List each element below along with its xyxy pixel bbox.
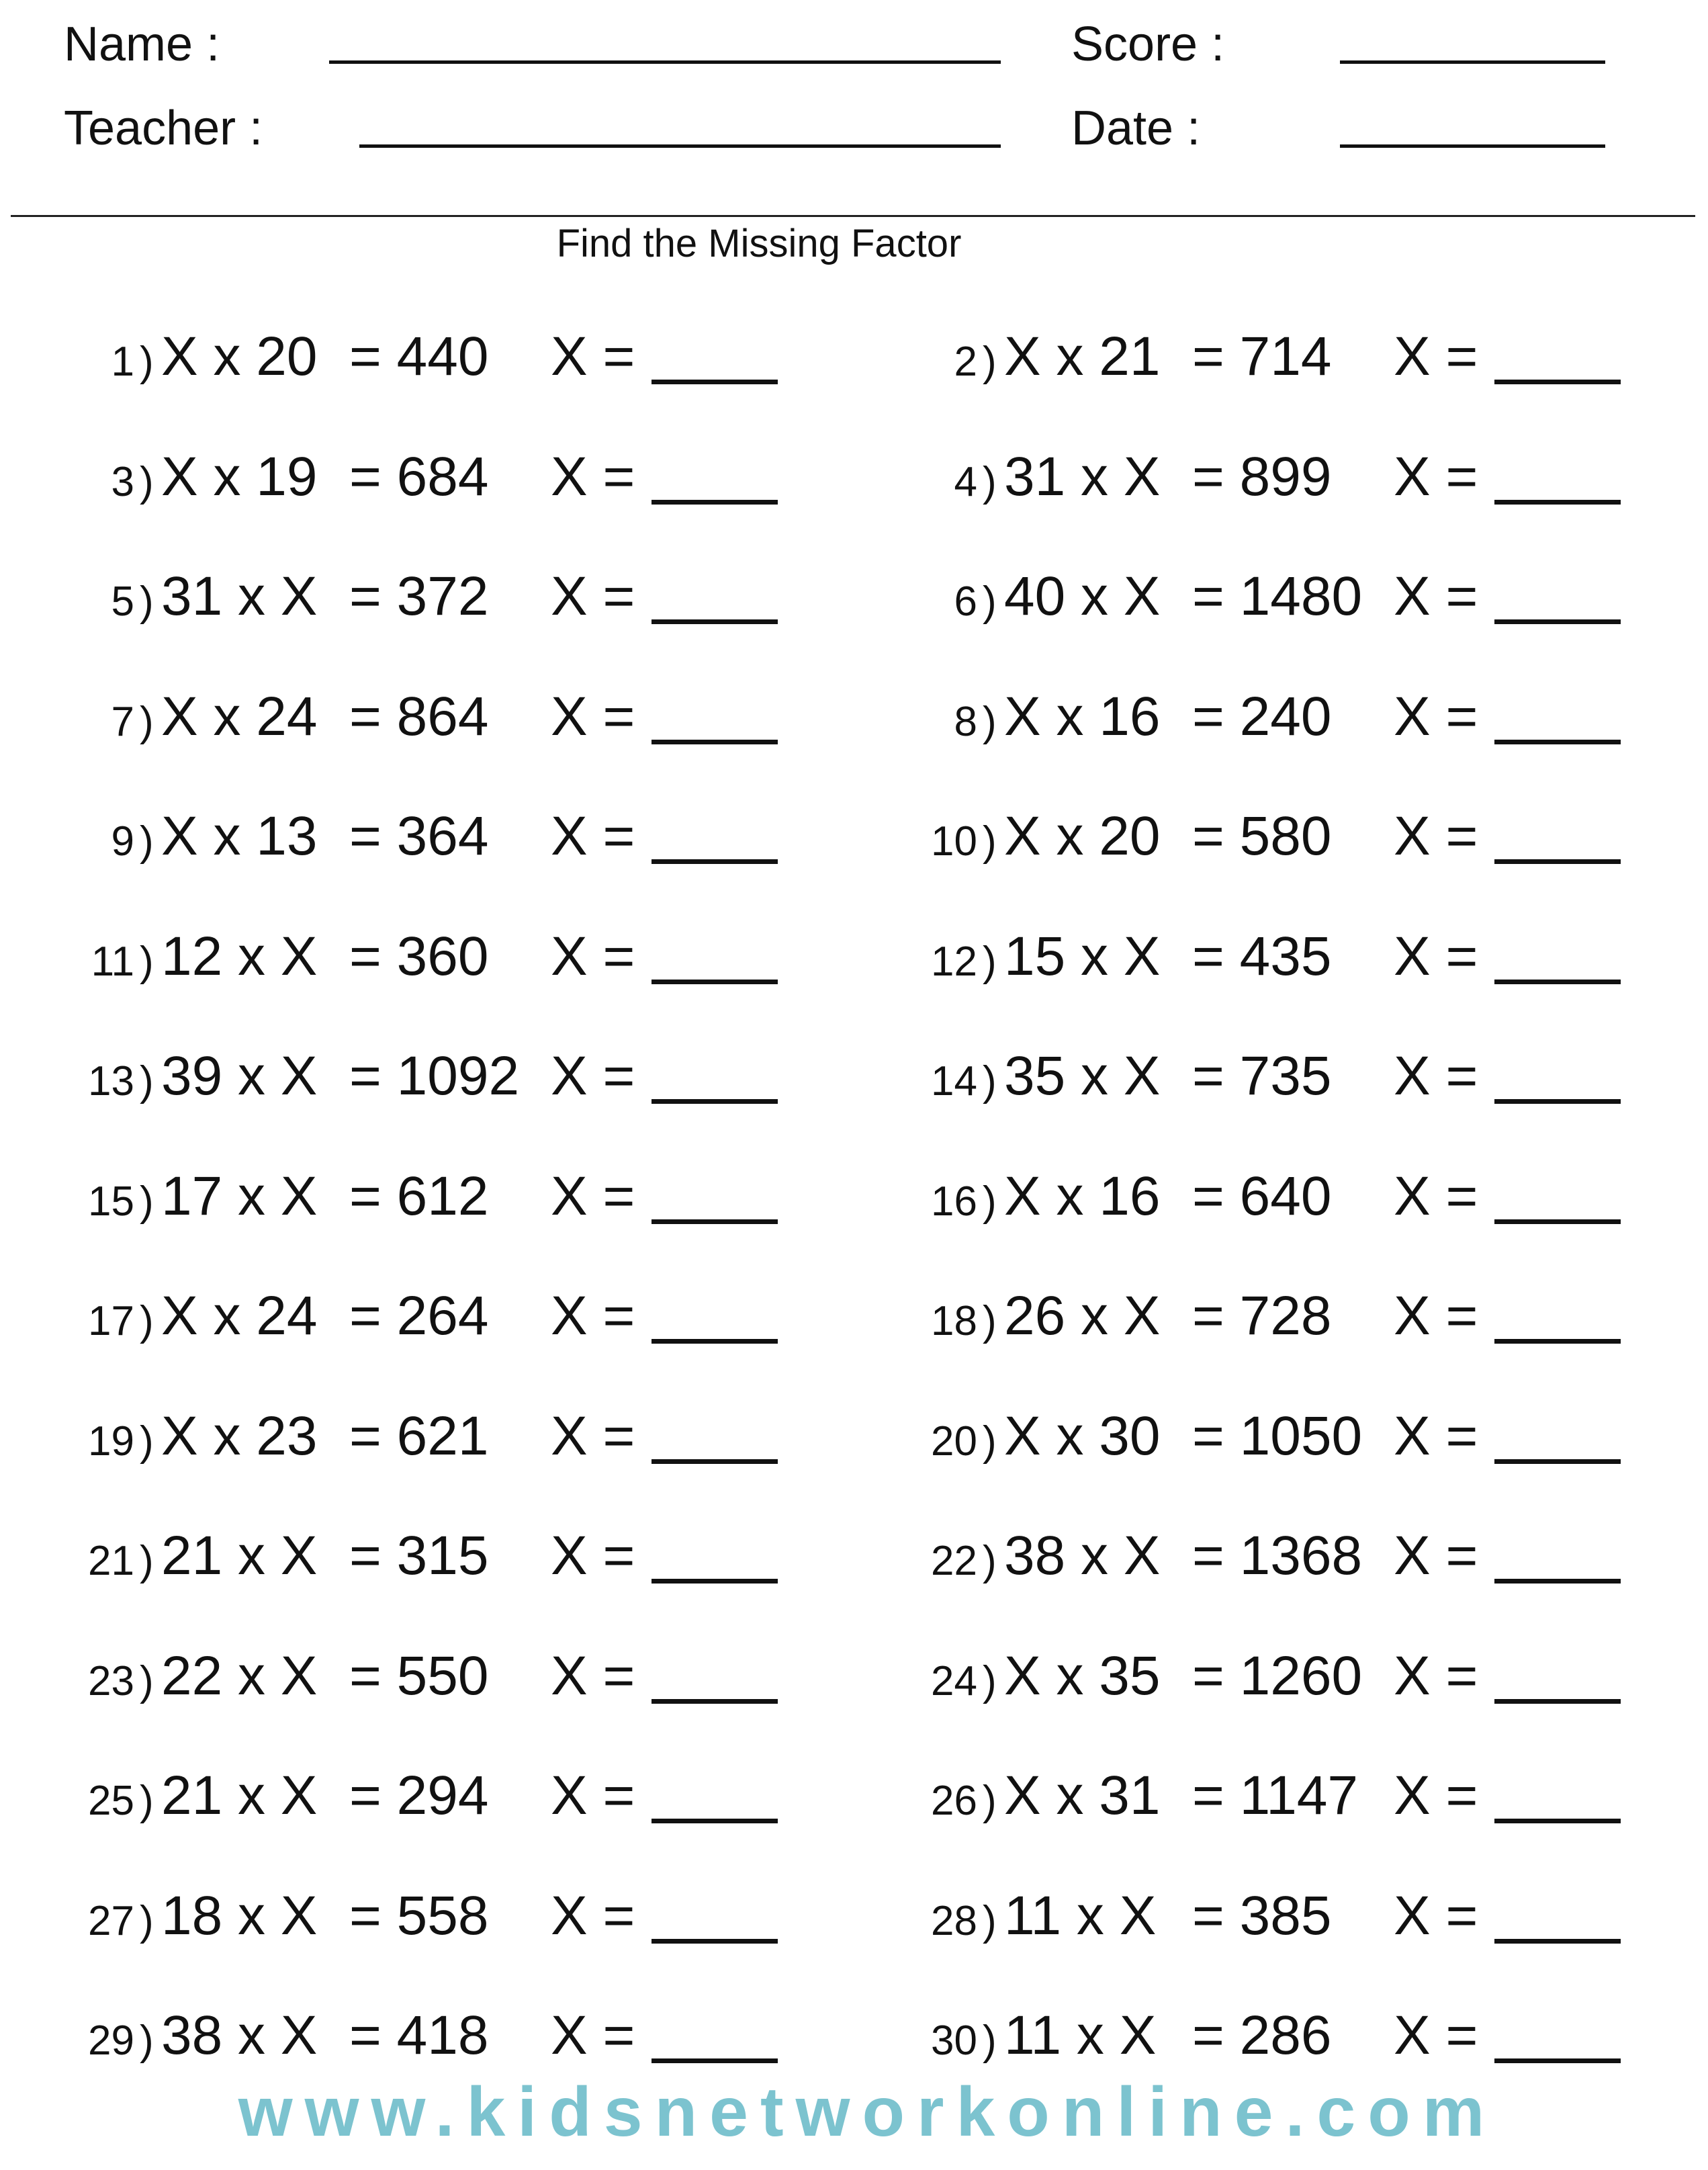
- problem-expression: 31 x X: [1004, 446, 1161, 507]
- problem-number-paren: ): [983, 1538, 997, 1584]
- answer-blank[interactable]: [651, 500, 778, 505]
- problem-number: 22: [931, 1538, 977, 1584]
- answer-label: X =: [1394, 1405, 1478, 1467]
- problem-product: = 612: [349, 1166, 489, 1227]
- problem-number: 9: [111, 818, 134, 865]
- worksheet-title: Find the Missing Factor: [556, 222, 962, 265]
- answer-label: X =: [551, 1166, 635, 1227]
- answer-blank[interactable]: [651, 1579, 778, 1583]
- problem-number-paren: ): [140, 1178, 154, 1225]
- problem-item: [843, 1875, 1676, 1949]
- problem-item: [0, 676, 833, 750]
- answer-blank[interactable]: [651, 619, 778, 624]
- problem-number: 7: [111, 699, 134, 745]
- answer-label: X =: [551, 806, 635, 867]
- problem-number: 2: [954, 339, 977, 385]
- answer-blank[interactable]: [651, 1339, 778, 1344]
- problem-item: [0, 1755, 833, 1829]
- problem-item: [0, 1156, 833, 1229]
- problem-item: [843, 436, 1676, 510]
- problem-item: [0, 795, 833, 869]
- problem-number: 27: [88, 1898, 134, 1944]
- problem-number: 25: [88, 1778, 134, 1824]
- score-field[interactable]: [1340, 60, 1605, 64]
- answer-blank[interactable]: [1494, 1579, 1621, 1583]
- problem-product: = 435: [1192, 926, 1332, 987]
- problem-number-paren: ): [983, 1898, 997, 1944]
- problem-item: [843, 916, 1676, 990]
- problem-product: = 580: [1192, 806, 1332, 867]
- problem-product: = 315: [349, 1525, 489, 1586]
- problem-product: = 735: [1192, 1045, 1332, 1106]
- answer-blank[interactable]: [1494, 2058, 1621, 2063]
- answer-label: X =: [551, 686, 635, 747]
- problem-number-paren: ): [140, 1898, 154, 1944]
- answer-blank[interactable]: [651, 980, 778, 984]
- problem-expression: 15 x X: [1004, 926, 1161, 987]
- problem-expression: 22 x X: [161, 1645, 318, 1706]
- problem-product: = 1260: [1192, 1645, 1363, 1706]
- answer-label: X =: [551, 1645, 635, 1706]
- problem-number: 24: [931, 1658, 977, 1704]
- problem-item: [843, 1635, 1676, 1709]
- answer-label: X =: [551, 446, 635, 507]
- problem-number: 29: [88, 2017, 134, 2064]
- problem-item: [843, 1755, 1676, 1829]
- answer-label: X =: [551, 1525, 635, 1586]
- problem-number: 15: [88, 1178, 134, 1225]
- problem-number-paren: ): [140, 1058, 154, 1104]
- answer-label: X =: [1394, 2005, 1478, 2066]
- problem-expression: 31 x X: [161, 566, 318, 627]
- problem-expression: X x 24: [161, 1285, 318, 1346]
- problem-number-paren: ): [140, 818, 154, 865]
- problem-expression: 18 x X: [161, 1885, 318, 1946]
- problem-number: 10: [931, 818, 977, 865]
- answer-label: X =: [1394, 566, 1478, 627]
- problem-number: 17: [88, 1298, 134, 1344]
- answer-blank[interactable]: [1494, 980, 1621, 984]
- name-label: Name :: [64, 17, 220, 71]
- problem-expression: 21 x X: [161, 1765, 318, 1826]
- answer-label: X =: [551, 566, 635, 627]
- problem-number-paren: ): [140, 2017, 154, 2064]
- answer-blank[interactable]: [1494, 380, 1621, 384]
- problem-number: 21: [88, 1538, 134, 1584]
- problem-product: = 372: [349, 566, 489, 627]
- answer-blank[interactable]: [651, 1699, 778, 1704]
- problem-item: [843, 1035, 1676, 1109]
- problem-expression: 26 x X: [1004, 1285, 1161, 1346]
- problem-product: = 558: [349, 1885, 489, 1946]
- problem-product: = 240: [1192, 686, 1332, 747]
- answer-blank[interactable]: [651, 2058, 778, 2063]
- answer-blank[interactable]: [651, 1819, 778, 1823]
- problem-item: [0, 1995, 833, 2069]
- problem-product: = 440: [349, 326, 489, 387]
- problem-number-paren: ): [983, 578, 997, 625]
- problem-number: 4: [954, 459, 977, 505]
- problem-number: 14: [931, 1058, 977, 1104]
- problem-item: [843, 1275, 1676, 1349]
- answer-blank[interactable]: [651, 859, 778, 864]
- problem-item: [0, 916, 833, 990]
- problem-expression: X x 30: [1004, 1405, 1161, 1467]
- answer-label: X =: [1394, 1166, 1478, 1227]
- answer-blank[interactable]: [651, 380, 778, 384]
- problem-item: [0, 316, 833, 390]
- problem-item: [0, 1635, 833, 1709]
- problem-item: [843, 795, 1676, 869]
- problem-number: 3: [111, 459, 134, 505]
- answer-blank[interactable]: [1494, 500, 1621, 505]
- problem-item: [0, 436, 833, 510]
- problem-number-paren: ): [983, 2017, 997, 2064]
- problem-product: = 364: [349, 806, 489, 867]
- problem-number-paren: ): [140, 1658, 154, 1704]
- answer-blank[interactable]: [651, 1939, 778, 1944]
- problem-number: 16: [931, 1178, 977, 1225]
- problem-number: 6: [954, 578, 977, 625]
- name-field[interactable]: [329, 60, 1001, 64]
- problem-product: = 286: [1192, 2005, 1332, 2066]
- answer-label: X =: [551, 1045, 635, 1106]
- answer-blank[interactable]: [1494, 740, 1621, 744]
- problem-product: = 1050: [1192, 1405, 1363, 1467]
- problem-number-paren: ): [140, 1418, 154, 1465]
- problem-product: = 899: [1192, 446, 1332, 507]
- problem-item: [843, 316, 1676, 390]
- problem-number-paren: ): [140, 939, 154, 985]
- problem-item: [843, 1995, 1676, 2069]
- problem-item: [0, 1515, 833, 1589]
- problem-number: 12: [931, 939, 977, 985]
- answer-blank[interactable]: [1494, 1219, 1621, 1224]
- problem-number-paren: ): [983, 1418, 997, 1465]
- problem-number: 5: [111, 578, 134, 625]
- answer-label: X =: [1394, 806, 1478, 867]
- problem-item: [0, 1275, 833, 1349]
- problem-expression: X x 35: [1004, 1645, 1161, 1706]
- problem-item: [843, 676, 1676, 750]
- answer-label: X =: [551, 326, 635, 387]
- header-divider: [11, 215, 1695, 217]
- answer-label: X =: [1394, 1285, 1478, 1346]
- date-field[interactable]: [1340, 144, 1605, 148]
- answer-blank[interactable]: [1494, 859, 1621, 864]
- answer-blank[interactable]: [1494, 1459, 1621, 1464]
- problem-expression: X x 20: [161, 326, 318, 387]
- answer-label: X =: [551, 926, 635, 987]
- answer-blank[interactable]: [1494, 1099, 1621, 1104]
- answer-blank[interactable]: [651, 1219, 778, 1224]
- problem-number: 18: [931, 1298, 977, 1344]
- problem-number-paren: ): [983, 939, 997, 985]
- score-label: Score :: [1071, 17, 1225, 71]
- problem-item: [843, 1515, 1676, 1589]
- problem-number: 30: [931, 2017, 977, 2064]
- problem-product: = 264: [349, 1285, 489, 1346]
- problem-number-paren: ): [140, 1778, 154, 1824]
- answer-label: X =: [1394, 1525, 1478, 1586]
- problem-expression: 39 x X: [161, 1045, 318, 1106]
- problem-product: = 728: [1192, 1285, 1332, 1346]
- teacher-field[interactable]: [359, 144, 1001, 148]
- answer-label: X =: [551, 1285, 635, 1346]
- site-watermark: www.kidsnetworkonline.com: [238, 2073, 1497, 2151]
- answer-label: X =: [1394, 1045, 1478, 1106]
- problem-product: = 1147: [1192, 1765, 1359, 1826]
- date-label: Date :: [1071, 101, 1201, 155]
- problem-number-paren: ): [140, 699, 154, 745]
- answer-label: X =: [1394, 1885, 1478, 1946]
- answer-label: X =: [1394, 326, 1478, 387]
- problem-expression: X x 13: [161, 806, 318, 867]
- answer-blank[interactable]: [651, 740, 778, 744]
- problem-number: 20: [931, 1418, 977, 1465]
- problem-product: = 714: [1192, 326, 1332, 387]
- answer-label: X =: [1394, 1765, 1478, 1826]
- teacher-label: Teacher :: [64, 101, 263, 155]
- problem-number-paren: ): [983, 1298, 997, 1344]
- problem-number: 23: [88, 1658, 134, 1704]
- answer-label: X =: [551, 2005, 635, 2066]
- problem-expression: 38 x X: [1004, 1525, 1161, 1586]
- problem-product: = 1480: [1192, 566, 1363, 627]
- problem-expression: 17 x X: [161, 1166, 318, 1227]
- problem-product: = 1092: [349, 1045, 520, 1106]
- answer-label: X =: [551, 1885, 635, 1946]
- problem-expression: 40 x X: [1004, 566, 1161, 627]
- answer-blank[interactable]: [651, 1459, 778, 1464]
- answer-label: X =: [1394, 926, 1478, 987]
- problem-item: [843, 1395, 1676, 1469]
- answer-blank[interactable]: [1494, 1339, 1621, 1344]
- answer-blank[interactable]: [651, 1099, 778, 1104]
- problem-product: = 360: [349, 926, 489, 987]
- answer-label: X =: [1394, 1645, 1478, 1706]
- problem-number: 13: [88, 1058, 134, 1104]
- problem-expression: 11 x X: [1004, 1885, 1157, 1946]
- problem-number-paren: ): [983, 1178, 997, 1225]
- problem-expression: 35 x X: [1004, 1045, 1161, 1106]
- problem-number-paren: ): [983, 1658, 997, 1704]
- problem-number-paren: ): [983, 818, 997, 865]
- problem-expression: X x 24: [161, 686, 318, 747]
- problem-item: [0, 1395, 833, 1469]
- problem-expression: 21 x X: [161, 1525, 318, 1586]
- problem-product: = 385: [1192, 1885, 1332, 1946]
- answer-label: X =: [551, 1765, 635, 1826]
- problem-item: [0, 1875, 833, 1949]
- problem-expression: 38 x X: [161, 2005, 318, 2066]
- problem-product: = 684: [349, 446, 489, 507]
- problem-number: 26: [931, 1778, 977, 1824]
- problem-expression: X x 20: [1004, 806, 1161, 867]
- problem-expression: X x 16: [1004, 1166, 1161, 1227]
- problem-number-paren: ): [140, 459, 154, 505]
- problem-expression: X x 19: [161, 446, 318, 507]
- problem-number-paren: ): [140, 578, 154, 625]
- problem-product: = 550: [349, 1645, 489, 1706]
- problem-expression: X x 23: [161, 1405, 318, 1467]
- problem-number: 28: [931, 1898, 977, 1944]
- problem-product: = 1368: [1192, 1525, 1363, 1586]
- problem-item: [0, 1035, 833, 1109]
- problem-number-paren: ): [983, 339, 997, 385]
- problem-item: [843, 556, 1676, 630]
- answer-blank[interactable]: [1494, 1819, 1621, 1823]
- problem-product: = 864: [349, 686, 489, 747]
- answer-label: X =: [1394, 446, 1478, 507]
- problem-expression: 12 x X: [161, 926, 318, 987]
- problem-number-paren: ): [983, 1778, 997, 1824]
- problem-number: 8: [954, 699, 977, 745]
- answer-blank[interactable]: [1494, 1939, 1621, 1944]
- problem-number: 19: [88, 1418, 134, 1465]
- problem-product: = 294: [349, 1765, 489, 1826]
- problem-expression: X x 21: [1004, 326, 1161, 387]
- problem-number-paren: ): [140, 339, 154, 385]
- problem-product: = 640: [1192, 1166, 1332, 1227]
- problem-expression: X x 16: [1004, 686, 1161, 747]
- problem-product: = 418: [349, 2005, 489, 2066]
- problem-number-paren: ): [140, 1538, 154, 1584]
- problem-item: [843, 1156, 1676, 1229]
- problem-number-paren: ): [983, 1058, 997, 1104]
- problem-item: [0, 556, 833, 630]
- problem-expression: X x 31: [1004, 1765, 1161, 1826]
- answer-blank[interactable]: [1494, 619, 1621, 624]
- problem-number: 11: [91, 939, 134, 985]
- answer-label: X =: [551, 1405, 635, 1467]
- problem-number-paren: ): [983, 459, 997, 505]
- problem-expression: 11 x X: [1004, 2005, 1157, 2066]
- problem-number-paren: ): [983, 699, 997, 745]
- problem-number-paren: ): [140, 1298, 154, 1344]
- answer-blank[interactable]: [1494, 1699, 1621, 1704]
- problem-product: = 621: [349, 1405, 489, 1467]
- answer-label: X =: [1394, 686, 1478, 747]
- problem-number: 1: [111, 339, 134, 385]
